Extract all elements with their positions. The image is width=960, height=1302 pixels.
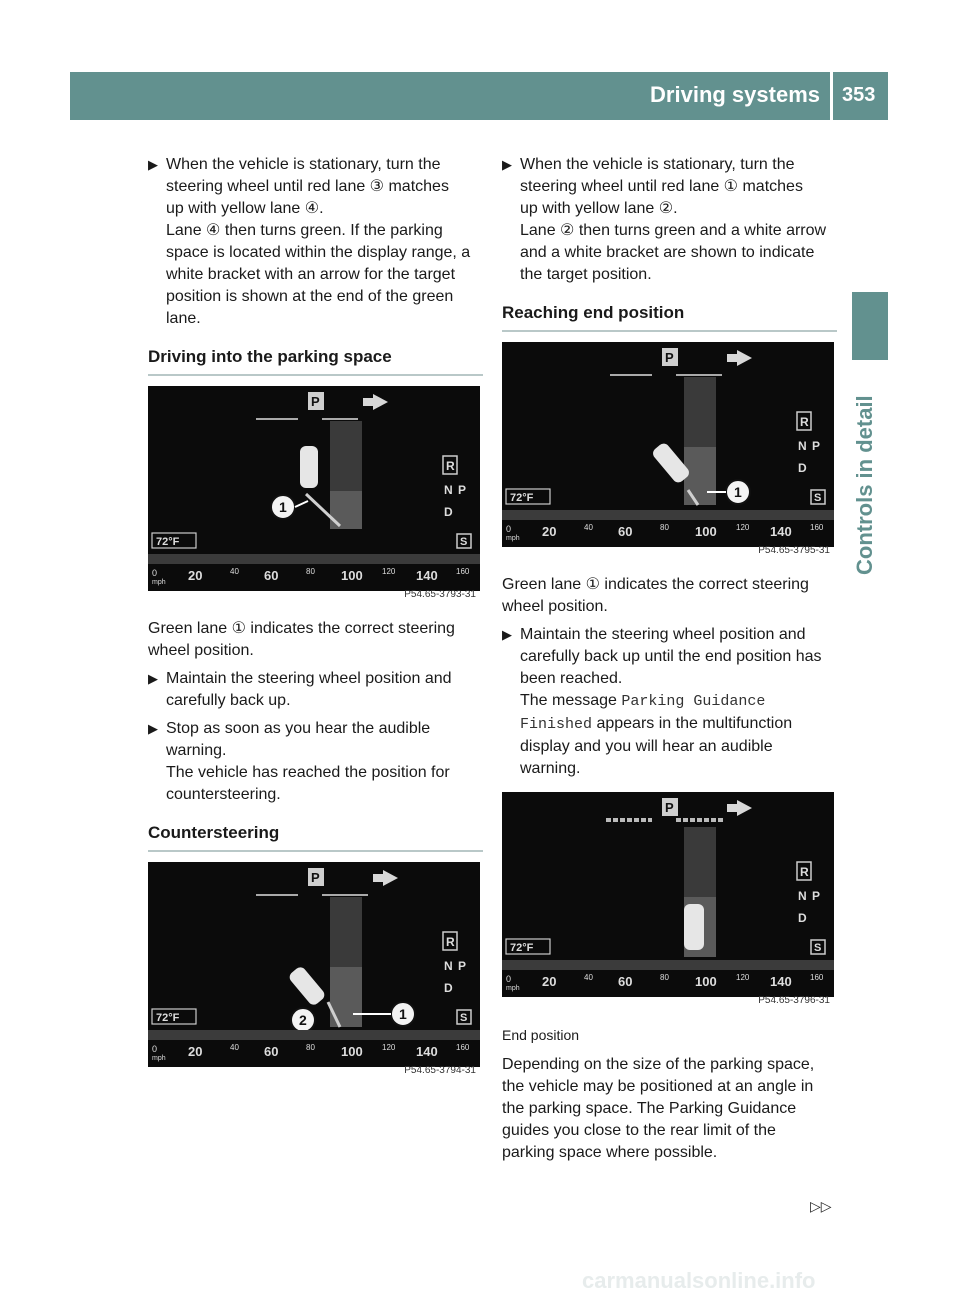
svg-text:P: P xyxy=(665,800,674,815)
svg-text:1: 1 xyxy=(734,484,742,500)
svg-text:0: 0 xyxy=(152,568,158,578)
svg-text:P: P xyxy=(812,439,821,453)
step-arrow-icon: ▶ xyxy=(148,721,158,736)
step-arrow-icon: ▶ xyxy=(502,627,512,642)
svg-text:120: 120 xyxy=(382,1043,396,1052)
paragraph-end-position: Depending on the size of the parking space, the vehicle may be positioned at an angle in the parking space. The Parking Guidance guides you close to the rear limit of the parking space where possible. xyxy=(502,1056,815,1161)
svg-text:140: 140 xyxy=(770,524,792,539)
figure-reaching-end xyxy=(502,342,834,562)
svg-text:40: 40 xyxy=(584,523,593,532)
svg-text:100: 100 xyxy=(341,1044,363,1059)
direction-arrow-icon xyxy=(373,870,398,886)
svg-text:20: 20 xyxy=(188,568,203,583)
figure-code: P54.65-3796-31 xyxy=(758,995,830,1006)
display-screen xyxy=(502,342,834,547)
side-tab-marker xyxy=(852,292,888,360)
svg-text:mph: mph xyxy=(506,985,520,992)
svg-text:R: R xyxy=(800,415,809,429)
svg-text:60: 60 xyxy=(264,568,279,583)
svg-text:S: S xyxy=(460,536,468,548)
display-screen xyxy=(148,862,480,1067)
svg-text:mph: mph xyxy=(152,579,166,586)
figure-code: P54.65-3793-31 xyxy=(404,589,476,600)
svg-text:1: 1 xyxy=(399,1006,407,1022)
vehicle-icon xyxy=(300,446,318,488)
svg-text:N: N xyxy=(798,439,807,453)
direction-arrow-icon xyxy=(727,800,752,816)
instruction-step: ▶ When the vehicle is stationary, turn the steering wheel until red lane ③ matches up with yellow lane ④. Lane ④ then turns green. If the parking space is located within the display range, a white bracket with an arrow for the target position is shown at the end of the green lane. xyxy=(148,156,471,327)
svg-text:D: D xyxy=(444,981,453,995)
svg-text:P: P xyxy=(665,350,674,365)
svg-text:N: N xyxy=(444,483,453,497)
svg-text:80: 80 xyxy=(306,1043,315,1052)
svg-text:160: 160 xyxy=(810,973,824,982)
section-heading-driving: Driving into the parking space xyxy=(148,346,483,376)
paragraph-green-lane: Green lane ① indicates the correct steering wheel position. xyxy=(148,620,455,659)
svg-text:R: R xyxy=(800,865,809,879)
instruction-step: ▶ Stop as soon as you hear the audible warning. The vehicle has reached the position for countersteering. xyxy=(148,720,450,803)
svg-text:120: 120 xyxy=(382,567,396,576)
parking-display-graphic xyxy=(502,342,834,547)
step-arrow-icon: ▶ xyxy=(148,157,158,172)
instruction-step: ▶ When the vehicle is stationary, turn the steering wheel until red lane ① matches up with yellow lane ②. Lane ② then turns green and a white arrow and a white bracket are shown to indicate the target position. xyxy=(502,156,827,283)
vehicle-icon xyxy=(684,904,704,950)
svg-text:D: D xyxy=(444,505,453,519)
svg-text:0: 0 xyxy=(506,524,512,534)
section-title: Driving systems xyxy=(650,82,820,107)
svg-text:R: R xyxy=(446,935,455,949)
figure-code: P54.65-3795-31 xyxy=(758,545,830,556)
page-number: 353 xyxy=(842,84,876,106)
svg-text:72°F: 72°F xyxy=(156,1012,180,1024)
svg-text:S: S xyxy=(814,942,822,954)
display-screen xyxy=(502,792,834,997)
svg-text:P: P xyxy=(812,889,821,903)
instruction-step: ▶ Maintain the steering wheel position and carefully back up. xyxy=(148,670,452,709)
svg-text:72°F: 72°F xyxy=(510,942,534,954)
svg-text:40: 40 xyxy=(584,973,593,982)
header-divider xyxy=(830,72,833,120)
svg-text:60: 60 xyxy=(618,974,633,989)
svg-text:20: 20 xyxy=(188,1044,203,1059)
direction-arrow-icon xyxy=(363,394,388,410)
figure-driving-into-space xyxy=(148,386,480,606)
figure-end-position xyxy=(502,792,834,1012)
svg-text:R: R xyxy=(446,459,455,473)
svg-text:80: 80 xyxy=(660,523,669,532)
svg-text:72°F: 72°F xyxy=(156,536,180,548)
svg-text:P: P xyxy=(458,483,467,497)
svg-text:140: 140 xyxy=(770,974,792,989)
svg-text:0: 0 xyxy=(152,1044,158,1054)
svg-text:mph: mph xyxy=(506,535,520,542)
right-column xyxy=(502,154,837,1170)
svg-text:2: 2 xyxy=(299,1012,307,1028)
figure-countersteering xyxy=(148,862,480,1082)
svg-text:S: S xyxy=(460,1012,468,1024)
svg-text:1: 1 xyxy=(279,499,287,515)
svg-text:120: 120 xyxy=(736,523,750,532)
svg-text:N: N xyxy=(444,959,453,973)
svg-text:20: 20 xyxy=(542,524,557,539)
svg-text:140: 140 xyxy=(416,568,438,583)
left-column xyxy=(148,154,483,1094)
display-message: Parking Guidance xyxy=(621,693,766,710)
svg-text:20: 20 xyxy=(542,974,557,989)
svg-text:P: P xyxy=(458,959,467,973)
paragraph-green-lane: Green lane ① indicates the correct steering wheel position. xyxy=(502,576,809,615)
svg-text:P: P xyxy=(311,394,320,409)
display-message: Finished xyxy=(520,716,593,733)
svg-text:80: 80 xyxy=(306,567,315,576)
svg-text:40: 40 xyxy=(230,1043,239,1052)
svg-text:0: 0 xyxy=(506,974,512,984)
svg-text:160: 160 xyxy=(456,567,470,576)
parking-display-graphic xyxy=(148,386,480,591)
direction-arrow-icon xyxy=(727,350,752,366)
step-arrow-icon: ▶ xyxy=(148,671,158,686)
svg-text:100: 100 xyxy=(695,974,717,989)
svg-text:80: 80 xyxy=(660,973,669,982)
svg-text:60: 60 xyxy=(618,524,633,539)
svg-text:40: 40 xyxy=(230,567,239,576)
svg-text:D: D xyxy=(798,461,807,475)
svg-text:120: 120 xyxy=(736,973,750,982)
svg-text:100: 100 xyxy=(695,524,717,539)
section-heading-countersteering: Countersteering xyxy=(148,822,483,852)
svg-text:mph: mph xyxy=(152,1055,166,1062)
svg-text:N: N xyxy=(798,889,807,903)
vehicle-icon xyxy=(287,965,327,1007)
side-tab-label: Controls in detail xyxy=(852,395,877,575)
svg-text:72°F: 72°F xyxy=(510,492,534,504)
svg-text:D: D xyxy=(798,911,807,925)
figure-caption: End position xyxy=(502,1027,580,1043)
step-arrow-icon: ▶ xyxy=(502,157,512,172)
display-screen xyxy=(148,386,480,591)
parking-display-graphic xyxy=(148,862,480,1067)
svg-text:160: 160 xyxy=(456,1043,470,1052)
figure-code: P54.65-3794-31 xyxy=(404,1065,476,1076)
svg-text:100: 100 xyxy=(341,568,363,583)
svg-text:160: 160 xyxy=(810,523,824,532)
svg-text:S: S xyxy=(814,492,822,504)
parking-display-graphic xyxy=(502,792,834,997)
svg-text:P: P xyxy=(311,870,320,885)
instruction-step: ▶ Maintain the steering wheel position and carefully back up until the end position has been reached. The message Parking Guidance Finished appears in the multifunction display and you will hear an audible warning. xyxy=(502,626,822,777)
section-heading-end-position: Reaching end position xyxy=(502,302,837,332)
svg-text:140: 140 xyxy=(416,1044,438,1059)
footer-watermark: carmanualsonline.info xyxy=(582,1268,816,1293)
svg-text:60: 60 xyxy=(264,1044,279,1059)
continue-arrows-icon: ▷▷ xyxy=(810,1198,832,1214)
